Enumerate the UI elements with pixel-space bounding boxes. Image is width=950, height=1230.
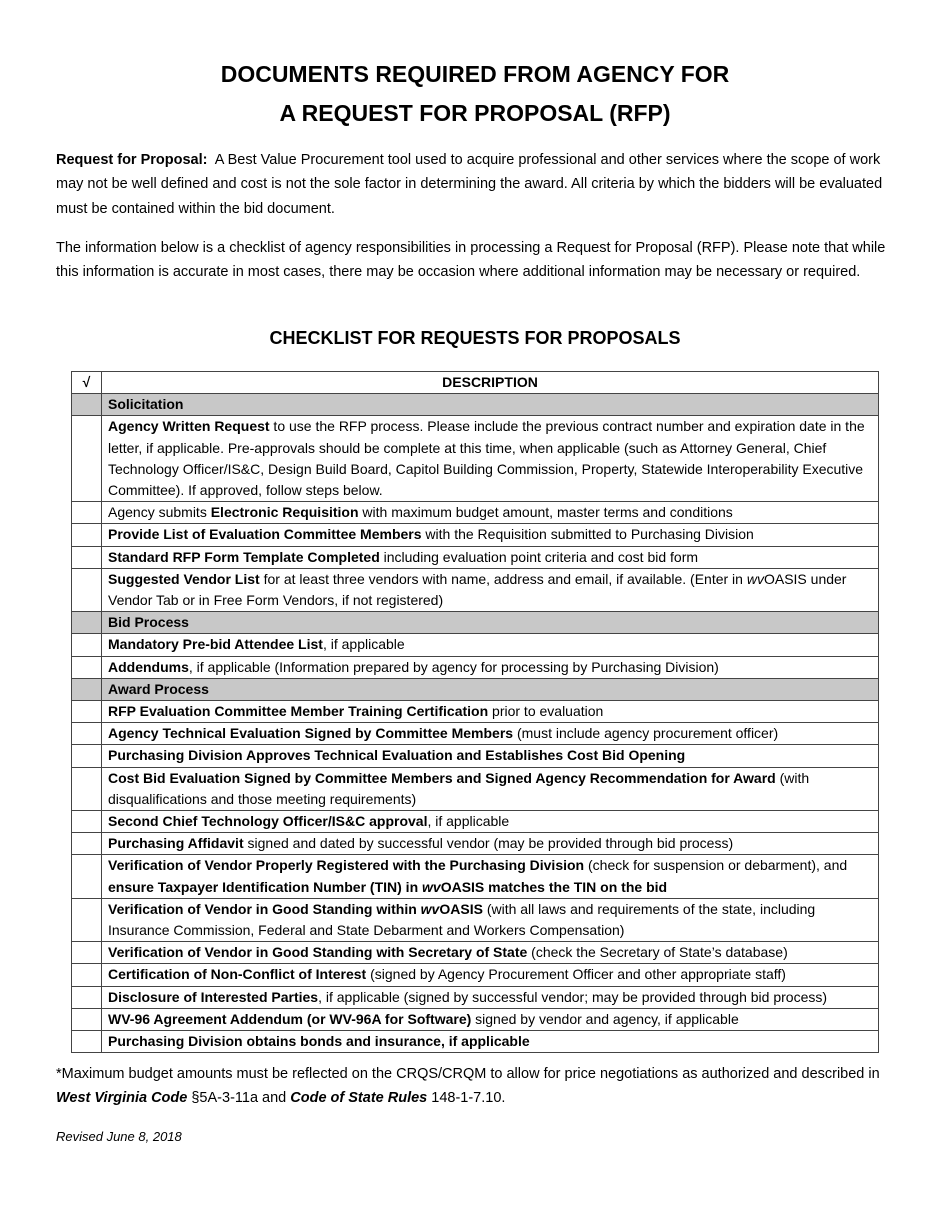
text-run: Verification of Vendor in Good Standing with Secretary of State xyxy=(108,944,528,961)
checklist-row xyxy=(72,767,879,810)
checklist-row xyxy=(72,964,879,986)
document-title-line-2: A REQUEST FOR PROPOSAL (RFP) xyxy=(279,100,671,126)
text-run: Agency Technical Evaluation Signed by Committee Members xyxy=(108,725,514,742)
footnote-code-wv: West Virginia Code xyxy=(56,1090,188,1107)
text-run: Agency Written Request xyxy=(108,418,270,435)
footnote-code-state-rules: Code of State Rules xyxy=(290,1090,428,1107)
requirement-description xyxy=(102,855,879,898)
check-cell xyxy=(72,811,102,833)
requirement-description xyxy=(102,1031,879,1053)
requirement-description xyxy=(102,568,879,611)
intro-paragraph: The information below is a checklist of agency responsibilities in processing a Request for Proposal (RFP). Please note that while this information is accurate in most cases, there may be occasion where additional information may be necessary or required. xyxy=(56,240,886,281)
text-run: Disclosure of Interested Parties xyxy=(108,988,319,1005)
check-cell xyxy=(72,656,102,678)
requirement-description xyxy=(102,524,879,546)
footnote-text-3: 148-1-7.10. xyxy=(427,1090,506,1107)
check-cell xyxy=(72,833,102,855)
check-cell xyxy=(72,394,102,416)
check-column-header: √ xyxy=(72,372,102,394)
requirement-description xyxy=(102,502,879,524)
text-run: (signed by Agency Procurement Officer and other appropriate staff) xyxy=(366,966,786,983)
checklist-row xyxy=(72,1008,879,1030)
text-run: Verification of Vendor in Good Standing within xyxy=(108,900,421,917)
check-cell xyxy=(72,524,102,546)
checklist-row xyxy=(72,524,879,546)
text-run: (check the Secretary of State’s database) xyxy=(527,944,788,961)
text-run: Provide List of Evaluation Committee Members xyxy=(108,526,422,543)
text-run: (with all laws and requirements of the state, including Insurance Commission, Federal and State Debarment and Workers Compensation) xyxy=(108,900,816,939)
text-run: Standard RFP Form Template Completed xyxy=(108,548,380,565)
checklist-row xyxy=(72,701,879,723)
footnote-text-2: §5A-3-11a and xyxy=(187,1090,291,1107)
checklist-row xyxy=(72,416,879,502)
text-run: prior to evaluation xyxy=(488,703,604,720)
checklist-row xyxy=(72,634,879,656)
requirement-description xyxy=(102,833,879,855)
text-run: to use the RFP process. Please include the previous contract number and expiration date in the letter, if applicable. Pre-approvals should be complete at this time, when applicable (such as Attorney General, Chief Technology Officer/IS&C, Design Build Board, Capitol Building Commission, Property, Statewide Interoperability Executive Committee). If approved, follow steps below. xyxy=(108,418,865,499)
requirement-description xyxy=(102,745,879,767)
check-cell xyxy=(72,898,102,941)
check-cell xyxy=(72,678,102,700)
section-heading xyxy=(102,678,879,700)
section-row xyxy=(72,612,879,634)
text-run: Award Process xyxy=(108,680,209,697)
footnote xyxy=(56,1062,896,1111)
definition-paragraph xyxy=(56,148,896,221)
checklist-row xyxy=(72,568,879,611)
text-run: Verification of Vendor Properly Registered with the Purchasing Division xyxy=(108,857,585,874)
check-cell xyxy=(72,612,102,634)
requirement-description xyxy=(102,811,879,833)
requirement-description xyxy=(102,964,879,986)
checklist-row xyxy=(72,898,879,941)
footnote-text-1: *Maximum budget amounts must be reflected on the CRQS/CRQM to allow for price negotiations as authorized and described in xyxy=(56,1066,880,1082)
check-cell xyxy=(72,416,102,502)
text-run: Certification of Non-Conflict of Interest xyxy=(108,966,367,983)
check-cell xyxy=(72,568,102,611)
requirement-description xyxy=(102,767,879,810)
text-run: (with disqualifications and those meeting requirements) xyxy=(108,769,810,807)
text-run: Purchasing Affidavit xyxy=(108,835,244,852)
check-cell xyxy=(72,767,102,810)
text-run: , if applicable xyxy=(427,813,510,830)
table-header-row xyxy=(72,372,879,394)
requirement-description xyxy=(102,656,879,678)
checklist-row xyxy=(72,723,879,745)
text-run: Purchasing Division Approves Technical Evaluation and Establishes Cost Bid Opening xyxy=(108,747,686,764)
check-cell xyxy=(72,701,102,723)
requirement-description xyxy=(102,986,879,1008)
text-run: Mandatory Pre-bid Attendee List xyxy=(108,636,323,653)
checklist-row xyxy=(72,833,879,855)
checklist-row xyxy=(72,546,879,568)
text-run: OASIS under Vendor Tab or in Free Form Vendors, if not registered) xyxy=(108,570,847,609)
text-run: OASIS xyxy=(439,900,483,917)
check-cell xyxy=(72,634,102,656)
description-column-header: DESCRIPTION xyxy=(102,372,879,394)
text-run: , if applicable (signed by successful vendor; may be provided through bid process) xyxy=(318,988,828,1005)
text-run: signed by vendor and agency, if applicable xyxy=(471,1010,739,1027)
checklist-row xyxy=(72,811,879,833)
text-run: Bid Process xyxy=(108,614,189,631)
text-run: including evaluation point criteria and cost bid form xyxy=(379,548,699,565)
text-run: Addendums xyxy=(108,658,189,675)
check-cell xyxy=(72,942,102,964)
text-run: signed and dated by successful vendor (may be provided through bid process) xyxy=(243,835,734,852)
section-heading xyxy=(102,394,879,416)
text-run: for at least three vendors with name, address and email, if available. (Enter in xyxy=(259,570,747,587)
checklist-row xyxy=(72,745,879,767)
check-cell xyxy=(72,986,102,1008)
text-run: RFP Evaluation Committee Member Training Certification xyxy=(108,703,489,720)
requirement-description xyxy=(102,546,879,568)
checklist-row xyxy=(72,502,879,524)
checklist-table xyxy=(71,371,879,1053)
check-cell xyxy=(72,964,102,986)
requirement-description xyxy=(102,634,879,656)
check-cell xyxy=(72,1031,102,1053)
text-run: ensure Taxpayer Identification Number (TIN) in xyxy=(108,878,423,895)
requirement-description xyxy=(102,416,879,502)
text-run: (must include agency procurement officer) xyxy=(513,725,779,742)
section-heading xyxy=(102,612,879,634)
text-run: , if applicable (Information prepared by agency for processing by Purchasing Division) xyxy=(188,658,719,675)
requirement-description xyxy=(102,723,879,745)
text-run: wv xyxy=(422,878,441,895)
section-row xyxy=(72,394,879,416)
text-run: Electronic Requisition xyxy=(210,504,359,521)
text-run: Suggested Vendor List xyxy=(108,570,260,587)
requirement-description xyxy=(102,701,879,723)
text-run: Solicitation xyxy=(108,396,184,413)
checklist-row xyxy=(72,942,879,964)
check-cell xyxy=(72,1008,102,1030)
text-run: Purchasing Division obtains bonds and insurance, if applicable xyxy=(108,1033,530,1050)
checklist-row xyxy=(72,855,879,898)
requirement-description xyxy=(102,898,879,941)
checklist-row xyxy=(72,656,879,678)
check-cell xyxy=(72,745,102,767)
text-run: with maximum budget amount, master terms and conditions xyxy=(358,504,733,521)
text-run: , if applicable xyxy=(322,636,405,653)
text-run: with the Requisition submitted to Purchasing Division xyxy=(421,526,754,543)
section-row xyxy=(72,678,879,700)
revised-date: Revised June 8, 2018 xyxy=(56,1129,182,1144)
text-run: Agency submits xyxy=(108,504,211,521)
text-run: wv xyxy=(746,570,764,587)
check-cell xyxy=(72,855,102,898)
text-run: WV-96 Agreement Addendum (or WV-96A for Software) xyxy=(108,1010,472,1027)
text-run: wv xyxy=(420,900,440,917)
text-run: Cost Bid Evaluation Signed by Committee Members and Signed Agency Recommendation for Award xyxy=(108,769,776,786)
requirement-description xyxy=(102,942,879,964)
check-cell xyxy=(72,723,102,745)
document-title-line-1: DOCUMENTS REQUIRED FROM AGENCY FOR xyxy=(220,61,730,87)
definition-label: Request for Proposal: xyxy=(56,152,208,168)
checklist-title: CHECKLIST FOR REQUESTS FOR PROPOSALS xyxy=(269,328,681,348)
text-run: OASIS matches the TIN on the bid xyxy=(440,878,668,895)
checklist-row xyxy=(72,1031,879,1053)
definition-text: A Best Value Procurement tool used to acquire professional and other services where the scope of work may not be well defined and cost is not the sole factor in determining the award. All criteria by which the bidders will be evaluated must be contained within the bid document. xyxy=(56,152,883,217)
text-run: (check for suspension or debarment), and xyxy=(584,857,848,874)
requirement-description xyxy=(102,1008,879,1030)
check-cell xyxy=(72,502,102,524)
check-cell xyxy=(72,546,102,568)
checklist-row xyxy=(72,986,879,1008)
text-run: Second Chief Technology Officer/IS&C approval xyxy=(108,813,428,830)
